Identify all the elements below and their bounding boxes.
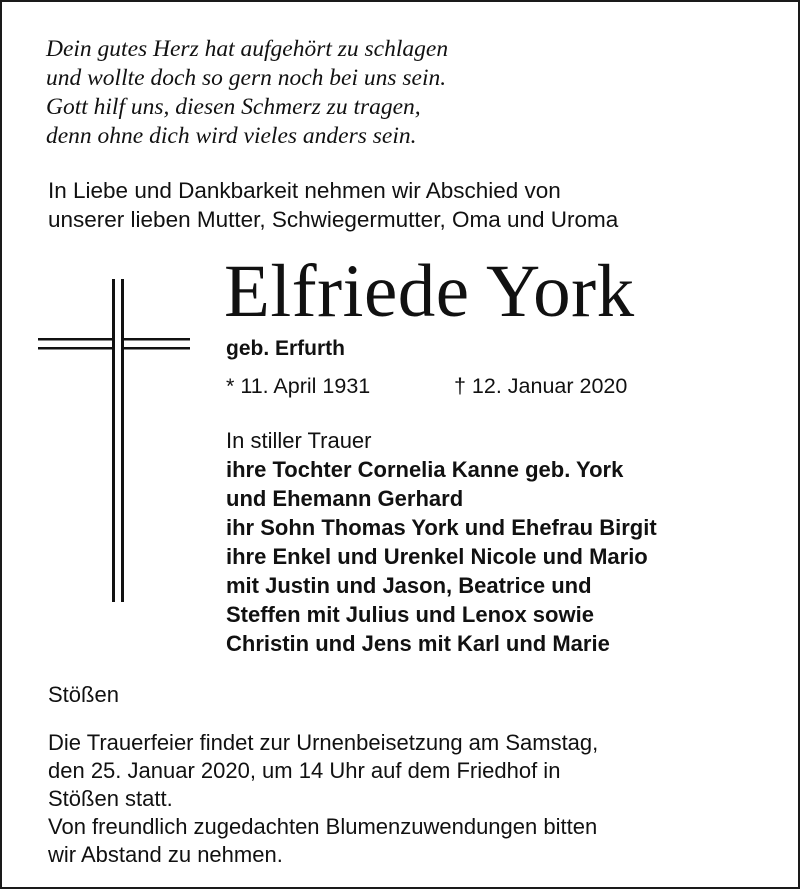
- service-line: wir Abstand zu nehmen.: [48, 842, 283, 867]
- mourner-line: ihr Sohn Thomas York und Ehefrau Birgit: [226, 515, 657, 540]
- maiden-name: geb. Erfurth: [226, 337, 345, 360]
- place-name: Stößen: [48, 682, 119, 707]
- birth-date: * 11. April 1931: [226, 374, 371, 398]
- mourner-line: und Ehemann Gerhard: [226, 486, 464, 511]
- mourner-line: mit Justin und Jason, Beatrice und: [226, 573, 592, 598]
- service-line: den 25. Januar 2020, um 14 Uhr auf dem Friedhof in: [48, 758, 561, 783]
- intro-line: In Liebe und Dankbarkeit nehmen wir Abschied von: [48, 178, 561, 203]
- cross-icon: [2, 2, 202, 622]
- mourners-list: [226, 426, 657, 658]
- service-line: Die Trauerfeier findet zur Urnenbeisetzung am Samstag,: [48, 730, 599, 755]
- mourner-line: Steffen mit Julius und Lenox sowie: [226, 602, 594, 627]
- intro-line: unserer lieben Mutter, Schwiegermutter, Oma und Uroma: [48, 207, 619, 232]
- service-line: Stößen statt.: [48, 786, 173, 811]
- service-line: Von freundlich zugedachten Blumenzuwendungen bitten: [48, 814, 598, 839]
- deceased-name: Elfriede York: [224, 250, 635, 333]
- poem-line: und wollte doch so gern noch bei uns sein.: [46, 65, 447, 91]
- mourners-intro: In stiller Trauer: [226, 428, 372, 453]
- funeral-service-info: [48, 729, 598, 869]
- mourner-line: Christin und Jens mit Karl und Marie: [226, 631, 610, 656]
- poem-line: denn ohne dich wird vieles anders sein.: [46, 123, 417, 149]
- mourner-line: ihre Tochter Cornelia Kanne geb. York: [226, 457, 624, 482]
- death-date: † 12. Januar 2020: [454, 374, 628, 398]
- poem-line: Gott hilf uns, diesen Schmerz zu tragen,: [46, 94, 421, 120]
- mourner-line: ihre Enkel und Urenkel Nicole und Mario: [226, 544, 648, 569]
- poem-line: Dein gutes Herz hat aufgehört zu schlagen: [46, 36, 449, 62]
